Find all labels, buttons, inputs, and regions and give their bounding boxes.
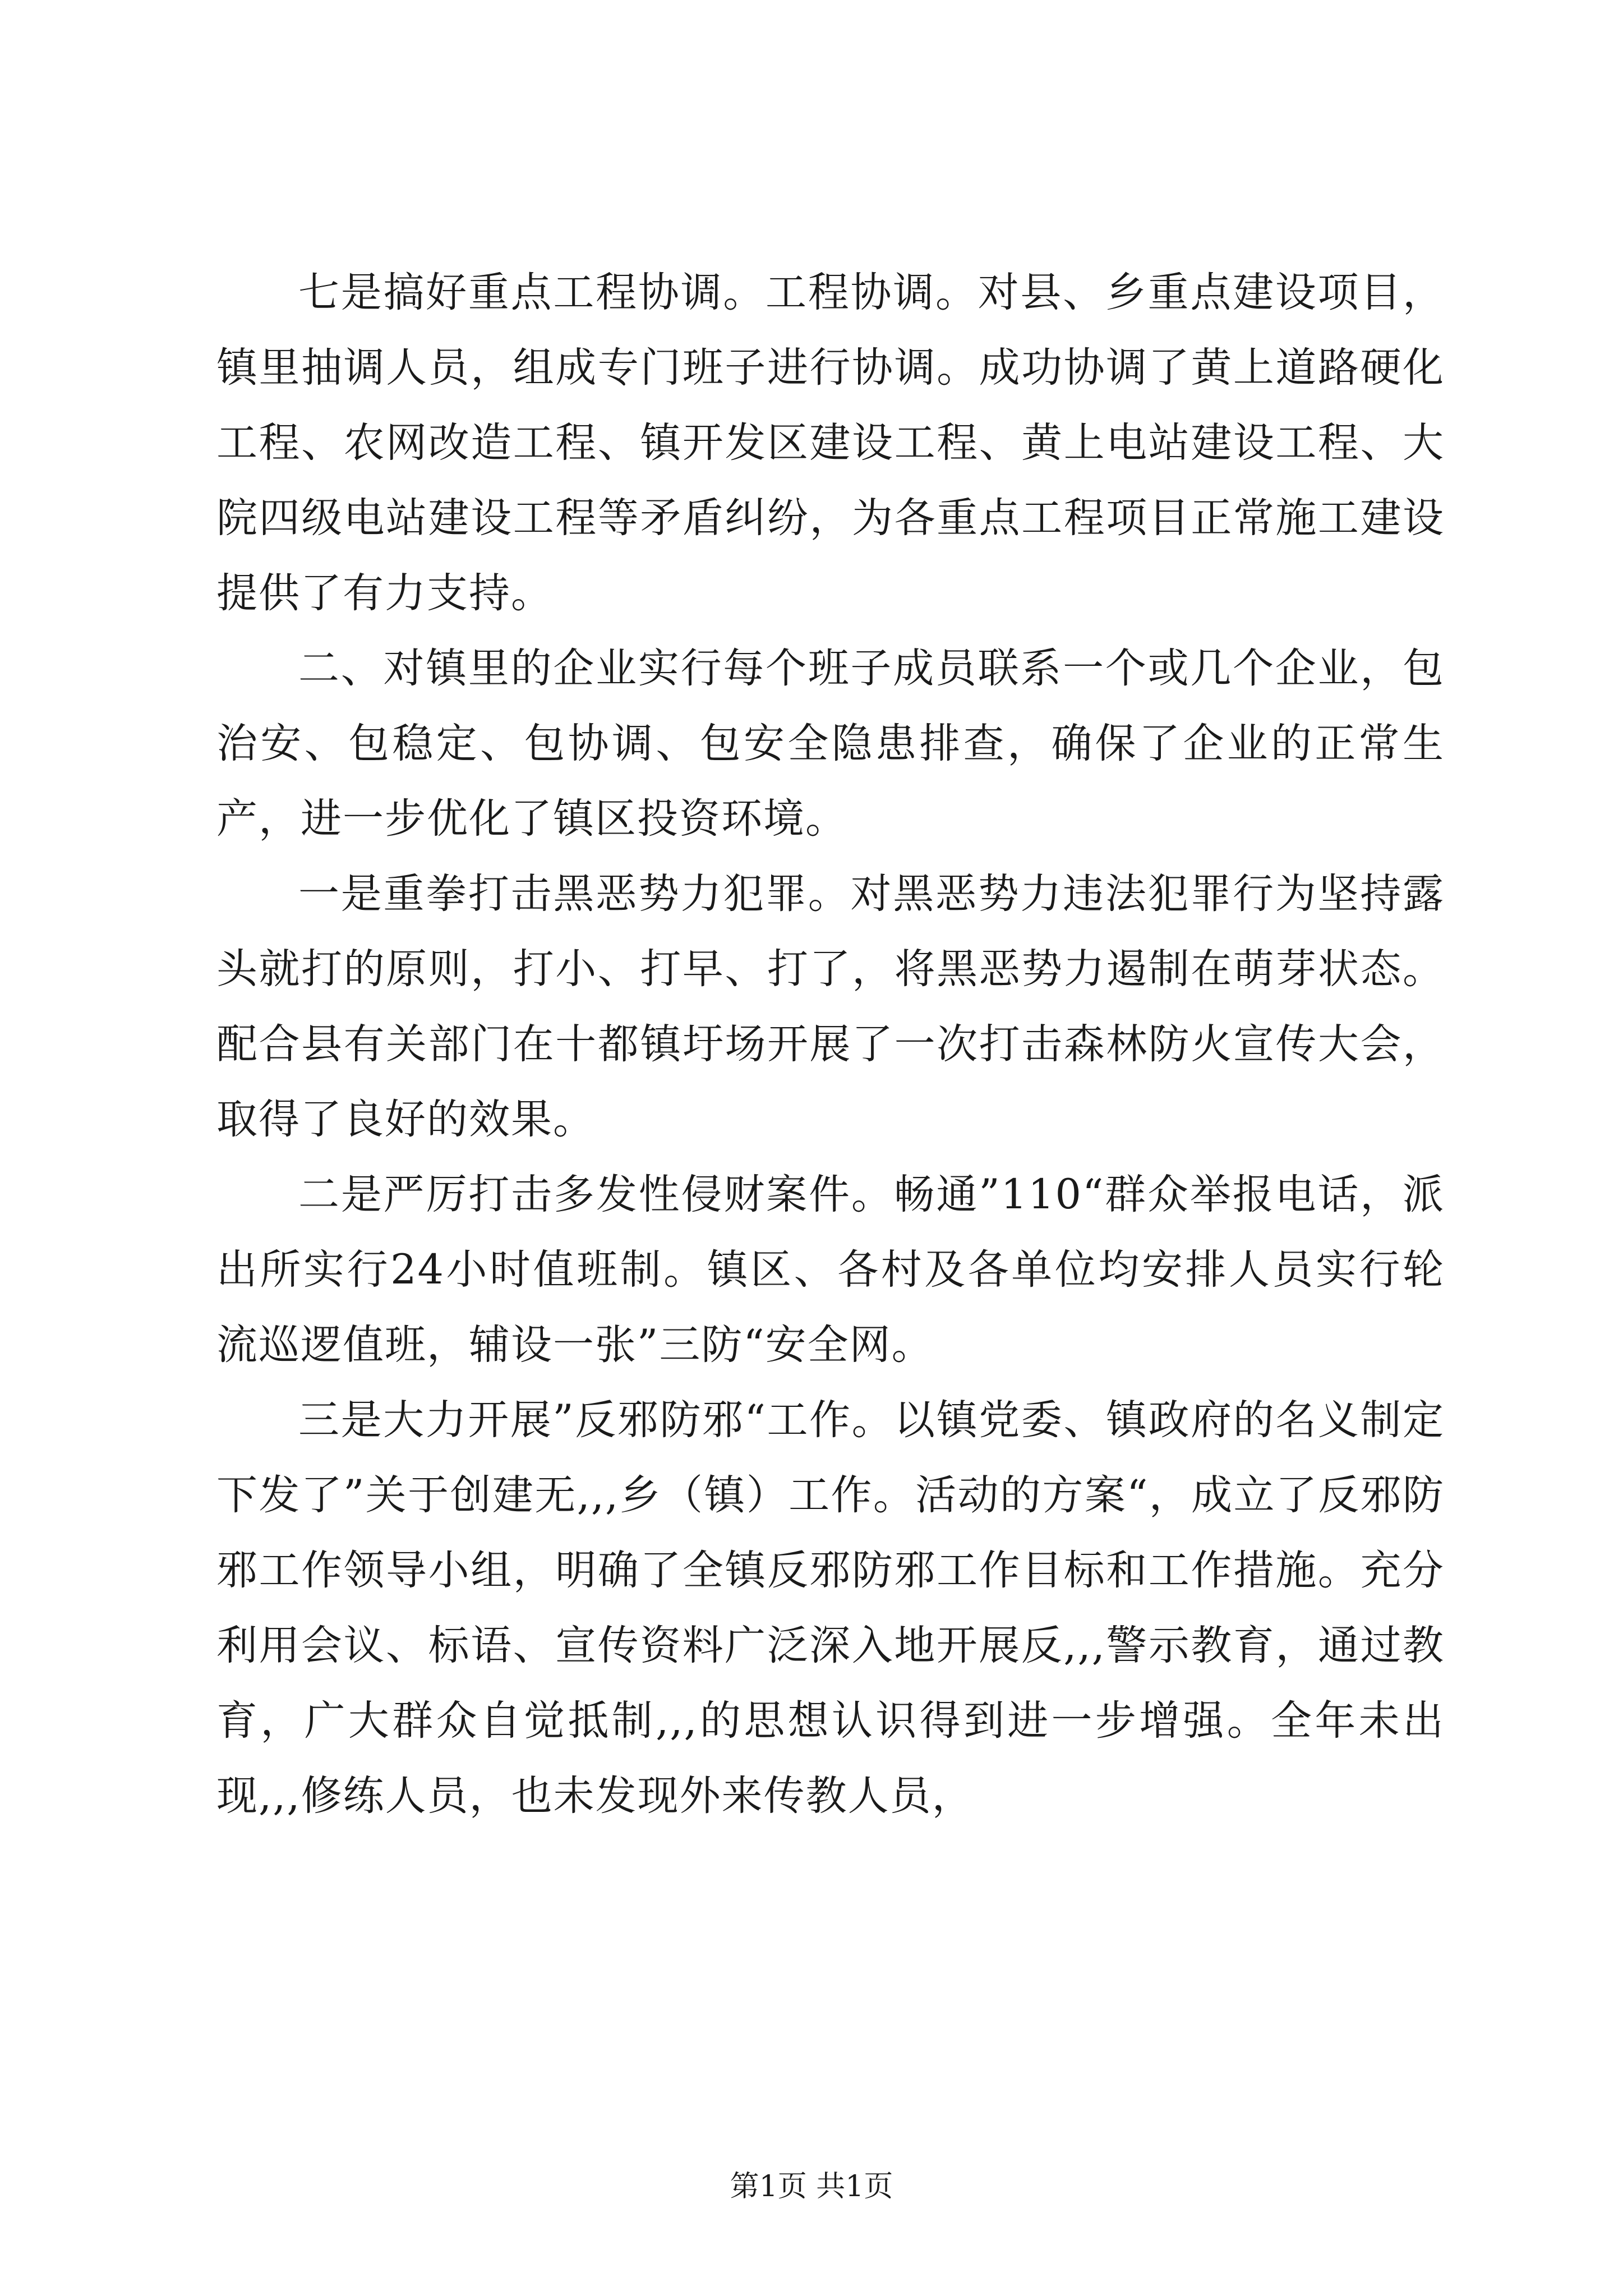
paragraph-anti-cult: 三是大力开展”反邪防邪“工作。以镇党委、镇政府的名义制定下发了”关于创建无,,,乡（镇）工作。活动的方案“，成立了反邪防邪工作领导小组，明确了全镇反邪防邪工作目标和工作措施。充分利用会议、标语、宣传资料广泛深入地开展反,,,警示教育，通过教育，广大群众自觉抵制,,,的思想认识得到进一步增强。全年未出现,,,修练人员，也未发现外来传教人员， [216, 1396, 1445, 1820]
page-footer: 第1页 共1页 [730, 2170, 893, 2203]
paragraph-key-projects: 七是搞好重点工程协调。工程协调。对县、乡重点建设项目，镇里抽调人员，组成专门班子进行协调。成功协调了黄上道路硬化工程、农网改造工程、镇开发区建设工程、黄上电站建设工程、大院四级电站建设工程等矛盾纠纷，为各重点工程项目正常施工建设提供了有力支持。 [216, 269, 1445, 617]
paragraph-property-crime: 二是严厉打击多发性侵财案件。畅通”110“群众举报电话，派出所实行24小时值班制。镇区、各村及各单位均安排人员实行轮流巡逻值班，辅设一张”三防“安全网。 [216, 1171, 1445, 1369]
document-body [216, 255, 1445, 1834]
paragraph-enterprise-contact: 二、对镇里的企业实行每个班子成员联系一个或几个企业，包治安、包稳定、包协调、包安全隐患排查，确保了企业的正常生产，进一步优化了镇区投资环境。 [216, 645, 1445, 843]
paragraph-crackdown-gangs: 一是重拳打击黑恶势力犯罪。对黑恶势力违法犯罪行为坚持露头就打的原则，打小、打早、打了，将黑恶势力遏制在萌芽状态。配合县有关部门在十都镇圩场开展了一次打击森林防火宣传大会，取得了良好的效果。 [216, 870, 1445, 1143]
